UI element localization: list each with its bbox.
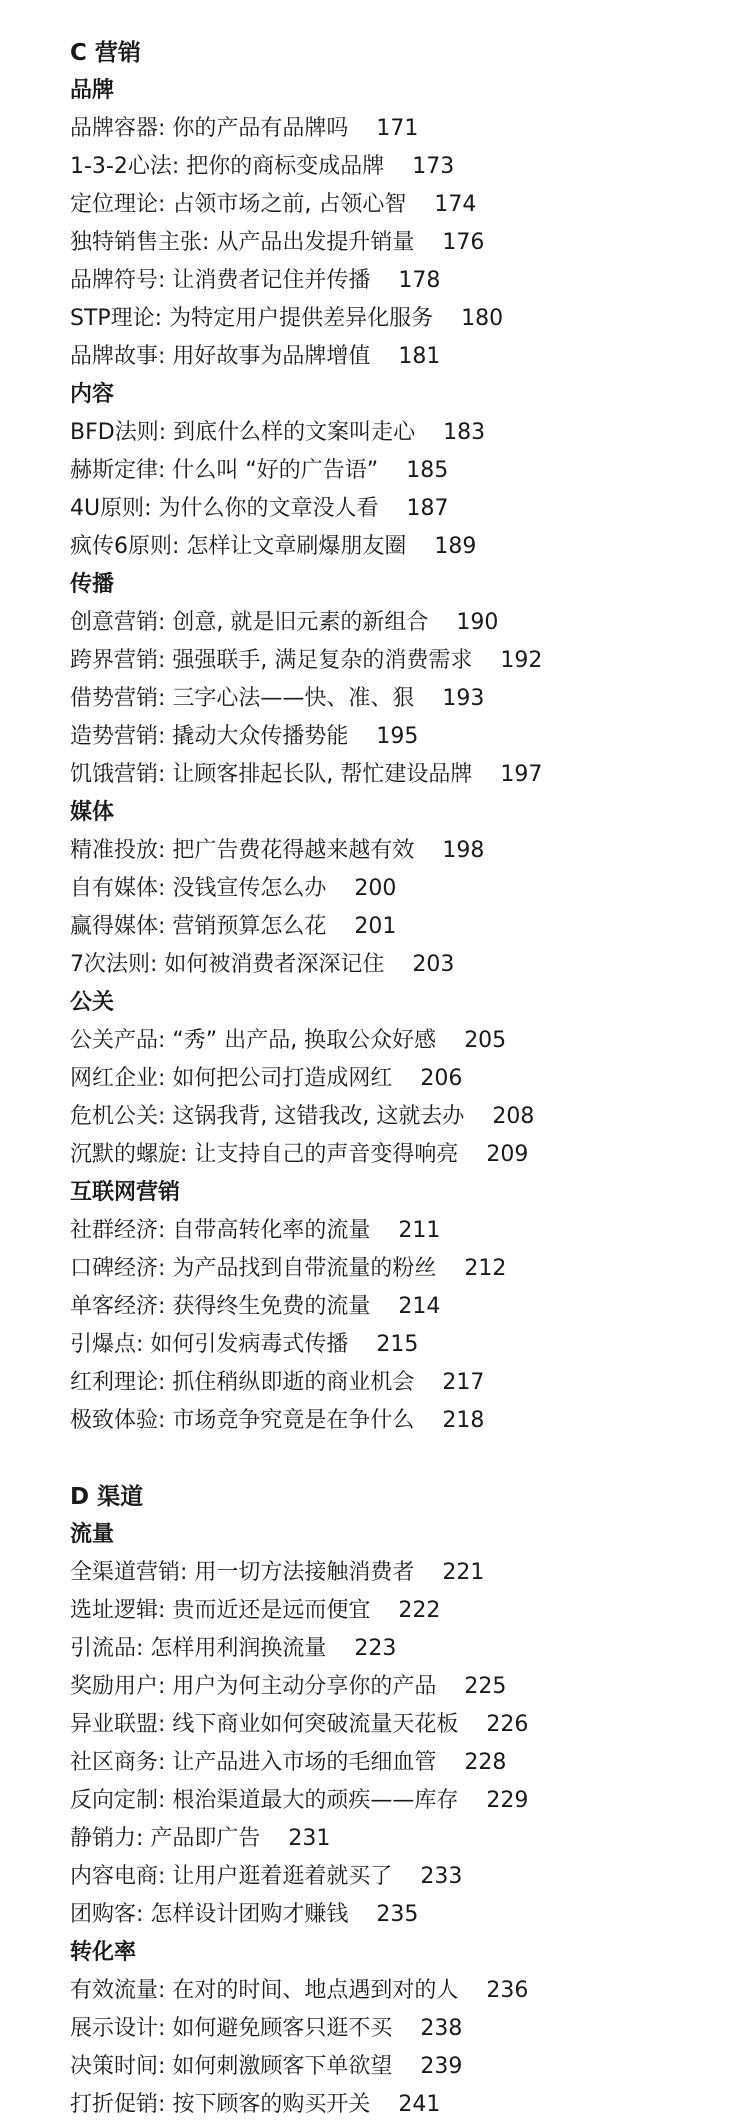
toc-entry <box>70 1022 750 1060</box>
entry-page-number: 233 <box>420 1864 463 1889</box>
toc-entry <box>70 604 750 642</box>
toc-entry <box>70 1896 750 1934</box>
subsection-title: 互联网营销 <box>70 1180 181 1205</box>
entry-page-number: 185 <box>406 458 449 483</box>
entry-page-number: 211 <box>398 1218 441 1243</box>
entry-page-number: 236 <box>486 1978 529 2003</box>
subsection-title: 公关 <box>70 990 115 1015</box>
entry-page-number: 180 <box>461 306 504 331</box>
entry-title: 展示设计: 如何避免顾客只逛不买 <box>70 2016 393 2041</box>
toc-entry <box>70 528 750 566</box>
entry-title: 饥饿营销: 让顾客排起长队, 帮忙建设品牌 <box>70 762 473 787</box>
toc-entry <box>70 2086 750 2124</box>
toc-entry <box>70 680 750 718</box>
entry-page-number: 218 <box>442 1408 485 1433</box>
toc-subsection <box>70 566 750 794</box>
entry-title: 借势营销: 三字心法——快、准、狠 <box>70 686 415 711</box>
toc-entry <box>70 1288 750 1326</box>
entry-title: 反向定制: 根治渠道最大的顽疾——库存 <box>70 1788 459 1813</box>
toc-entry <box>70 452 750 490</box>
entry-title: BFD法则: 到底什么样的文案叫走心 <box>70 420 416 445</box>
entry-title: 单客经济: 获得终生免费的流量 <box>70 1294 371 1319</box>
toc-entry <box>70 832 750 870</box>
toc-entry <box>70 1972 750 2010</box>
entry-title: 红利理论: 抓住稍纵即逝的商业机会 <box>70 1370 415 1395</box>
entry-page-number: 195 <box>376 724 419 749</box>
toc-subsection <box>70 376 750 566</box>
toc-subsection <box>70 794 750 984</box>
entry-page-number: 214 <box>398 1294 441 1319</box>
toc-entry <box>70 1592 750 1630</box>
entry-title: 创意营销: 创意, 就是旧元素的新组合 <box>70 610 429 635</box>
toc-entry <box>70 1554 750 1592</box>
entry-title: 品牌符号: 让消费者记住并传播 <box>70 268 371 293</box>
subsection-title: 品牌 <box>70 78 115 103</box>
entry-page-number: 209 <box>486 1142 529 1167</box>
toc-entry <box>70 2048 750 2086</box>
entry-title: 口碑经济: 为产品找到自带流量的粉丝 <box>70 1256 437 1281</box>
entry-title: 自有媒体: 没钱宣传怎么办 <box>70 876 327 901</box>
toc-entry <box>70 1744 750 1782</box>
toc-entry <box>70 148 750 186</box>
entry-page-number: 225 <box>464 1674 507 1699</box>
toc-entry <box>70 262 750 300</box>
toc-section <box>70 34 750 1440</box>
toc-entry <box>70 1326 750 1364</box>
entry-page-number: 238 <box>420 2016 463 2041</box>
entry-title: 赢得媒体: 营销预算怎么花 <box>70 914 327 939</box>
toc-entry <box>70 1630 750 1668</box>
toc-entry <box>70 1858 750 1896</box>
toc-entry <box>70 186 750 224</box>
entry-title: 疯传6原则: 怎样让文章刷爆朋友圈 <box>70 534 407 559</box>
entry-title: 选址逻辑: 贵而近还是远而便宜 <box>70 1598 371 1623</box>
entry-title: 奖励用户: 用户为何主动分享你的产品 <box>70 1674 437 1699</box>
toc-entry <box>70 1098 750 1136</box>
entry-title: 全渠道营销: 用一切方法接触消费者 <box>70 1560 415 1585</box>
entry-title: 品牌故事: 用好故事为品牌增值 <box>70 344 371 369</box>
entry-title: 造势营销: 撬动大众传播势能 <box>70 724 349 749</box>
entry-title: 7次法则: 如何被消费者深深记住 <box>70 952 385 977</box>
entry-page-number: 231 <box>288 1826 331 1851</box>
toc-entry <box>70 224 750 262</box>
section-title: D 渠道 <box>70 1484 144 1510</box>
toc-entry <box>70 946 750 984</box>
entry-page-number: 178 <box>398 268 441 293</box>
subsection-title: 传播 <box>70 572 115 597</box>
entry-page-number: 171 <box>376 116 419 141</box>
entry-title: 网红企业: 如何把公司打造成网红 <box>70 1066 393 1091</box>
entry-page-number: 208 <box>492 1104 535 1129</box>
toc-entry <box>70 300 750 338</box>
entry-page-number: 181 <box>398 344 441 369</box>
entry-page-number: 206 <box>420 1066 463 1091</box>
entry-title: 跨界营销: 强强联手, 满足复杂的消费需求 <box>70 648 473 673</box>
toc-entry <box>70 870 750 908</box>
toc-entry <box>70 908 750 946</box>
toc-entry <box>70 1706 750 1744</box>
entry-page-number: 226 <box>486 1712 529 1737</box>
entry-title: 赫斯定律: 什么叫 “好的广告语” <box>70 458 379 483</box>
toc-entry <box>70 1060 750 1098</box>
entry-title: 沉默的螺旋: 让支持自己的声音变得响亮 <box>70 1142 459 1167</box>
subsection-title: 内容 <box>70 382 115 407</box>
entry-page-number: 203 <box>412 952 455 977</box>
toc-entry <box>70 1668 750 1706</box>
entry-title: 内容电商: 让用户逛着逛着就买了 <box>70 1864 393 1889</box>
entry-title: 决策时间: 如何刺激顾客下单欲望 <box>70 2054 393 2079</box>
entry-page-number: 235 <box>376 1902 419 1927</box>
entry-title: 有效流量: 在对的时间、地点遇到对的人 <box>70 1978 459 2003</box>
toc-subsection <box>70 1516 750 1934</box>
entry-page-number: 190 <box>456 610 499 635</box>
entry-title: STP理论: 为特定用户提供差异化服务 <box>70 306 434 331</box>
entry-title: 打折促销: 按下顾客的购买开关 <box>70 2092 371 2117</box>
toc-entry <box>70 1402 750 1440</box>
entry-title: 定位理论: 占领市场之前, 占领心智 <box>70 192 407 217</box>
entry-page-number: 192 <box>500 648 543 673</box>
entry-title: 团购客: 怎样设计团购才赚钱 <box>70 1902 349 1927</box>
entry-page-number: 241 <box>398 2092 441 2117</box>
entry-page-number: 173 <box>412 154 455 179</box>
entry-page-number: 221 <box>442 1560 485 1585</box>
toc-entry <box>70 110 750 148</box>
toc-entry <box>70 756 750 794</box>
entry-page-number: 217 <box>442 1370 485 1395</box>
entry-page-number: 198 <box>442 838 485 863</box>
entry-title: 极致体验: 市场竞争究竟是在争什么 <box>70 1408 415 1433</box>
toc-entry <box>70 1782 750 1820</box>
entry-title: 异业联盟: 线下商业如何突破流量天花板 <box>70 1712 459 1737</box>
entry-title: 品牌容器: 你的产品有品牌吗 <box>70 116 349 141</box>
subsection-title: 流量 <box>70 1522 115 1547</box>
entry-title: 静销力: 产品即广告 <box>70 1826 261 1851</box>
toc-subsection <box>70 984 750 1174</box>
toc-entry <box>70 2010 750 2048</box>
toc-entry <box>70 414 750 452</box>
entry-page-number: 200 <box>354 876 397 901</box>
toc-subsection <box>70 72 750 376</box>
entry-title: 精准投放: 把广告费花得越来越有效 <box>70 838 415 863</box>
entry-page-number: 222 <box>398 1598 441 1623</box>
entry-title: 社区商务: 让产品进入市场的毛细血管 <box>70 1750 437 1775</box>
toc-entry <box>70 1820 750 1858</box>
entry-title: 4U原则: 为什么你的文章没人看 <box>70 496 379 521</box>
toc-subsection <box>70 1934 750 2124</box>
toc-entry <box>70 338 750 376</box>
entry-title: 引爆点: 如何引发病毒式传播 <box>70 1332 349 1357</box>
entry-page-number: 197 <box>500 762 543 787</box>
entry-page-number: 193 <box>442 686 485 711</box>
entry-page-number: 228 <box>464 1750 507 1775</box>
entry-title: 社群经济: 自带高转化率的流量 <box>70 1218 371 1243</box>
toc-entry <box>70 642 750 680</box>
entry-page-number: 187 <box>406 496 449 521</box>
toc-entry <box>70 1212 750 1250</box>
entry-title: 1-3-2心法: 把你的商标变成品牌 <box>70 154 385 179</box>
entry-page-number: 212 <box>464 1256 507 1281</box>
entry-title: 引流品: 怎样用利润换流量 <box>70 1636 327 1661</box>
entry-page-number: 183 <box>443 420 486 445</box>
entry-page-number: 176 <box>442 230 485 255</box>
entry-title: 独特销售主张: 从产品出发提升销量 <box>70 230 415 255</box>
subsection-title: 媒体 <box>70 800 115 825</box>
toc-section <box>70 1478 750 2124</box>
entry-page-number: 201 <box>354 914 397 939</box>
section-title: C 营销 <box>70 40 141 66</box>
subsection-title: 转化率 <box>70 1940 137 1965</box>
entry-page-number: 223 <box>354 1636 397 1661</box>
entry-page-number: 174 <box>434 192 477 217</box>
toc-subsection <box>70 1174 750 1440</box>
entry-page-number: 189 <box>434 534 477 559</box>
entry-title: 危机公关: 这锅我背, 这错我改, 这就去办 <box>70 1104 465 1129</box>
toc-entry <box>70 1250 750 1288</box>
entry-page-number: 229 <box>486 1788 529 1813</box>
toc-entry <box>70 490 750 528</box>
toc-entry <box>70 1136 750 1174</box>
entry-page-number: 239 <box>420 2054 463 2079</box>
toc-entry <box>70 718 750 756</box>
toc-entry <box>70 1364 750 1402</box>
entry-page-number: 215 <box>376 1332 419 1357</box>
entry-page-number: 205 <box>464 1028 507 1053</box>
entry-title: 公关产品: “秀” 出产品, 换取公众好感 <box>70 1028 437 1053</box>
